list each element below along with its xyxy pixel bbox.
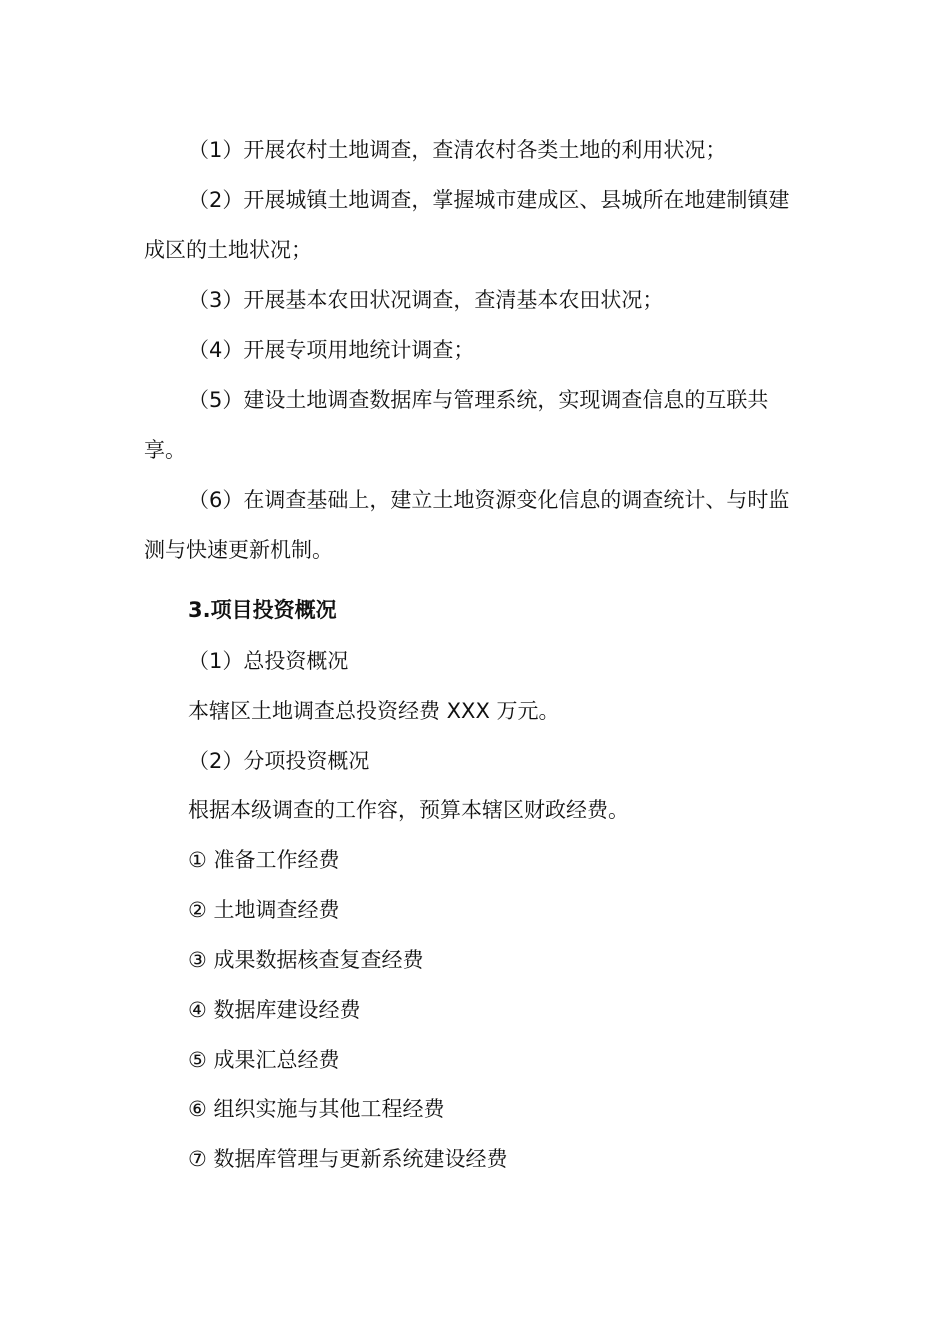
section-heading: 3.项目投资概况 [188,598,337,622]
budget-item: ① 准备工作经费 [188,848,340,872]
task-item-4: （4）开展专项用地统计调查； [188,338,475,362]
task-item-2: （2）开展城镇土地调查，掌握城市建成区、县城所在地建制镇建成区的土地状况； [144,188,790,262]
sub-investment-text: 根据本级调查的工作容，预算本辖区财政经费。 [188,798,629,822]
budget-item: ④ 数据库建设经费 [188,998,361,1022]
budget-item: ⑦ 数据库管理与更新系统建设经费 [188,1147,508,1171]
budget-item: ③ 成果数据核查复查经费 [188,948,424,972]
task-item-3: （3）开展基本农田状况调查，查清基本农田状况； [188,288,664,312]
total-investment-title: （1）总投资概况 [188,649,349,673]
budget-item: ⑥ 组织实施与其他工程经费 [188,1097,445,1121]
task-item-1: （1）开展农村土地调查，查清农村各类土地的利用状况； [188,138,727,162]
sub-investment-title: （2）分项投资概况 [188,749,370,773]
total-investment-text: 本辖区土地调查总投资经费 XXX 万元。 [188,699,560,723]
task-item-6: （6）在调查基础上，建立土地资源变化信息的调查统计、与时监测与快速更新机制。 [144,488,790,562]
task-item-5: （5）建设土地调查数据库与管理系统，实现调查信息的互联共享。 [144,388,769,462]
budget-item: ② 土地调查经费 [188,898,340,922]
budget-item: ⑤ 成果汇总经费 [188,1048,340,1072]
